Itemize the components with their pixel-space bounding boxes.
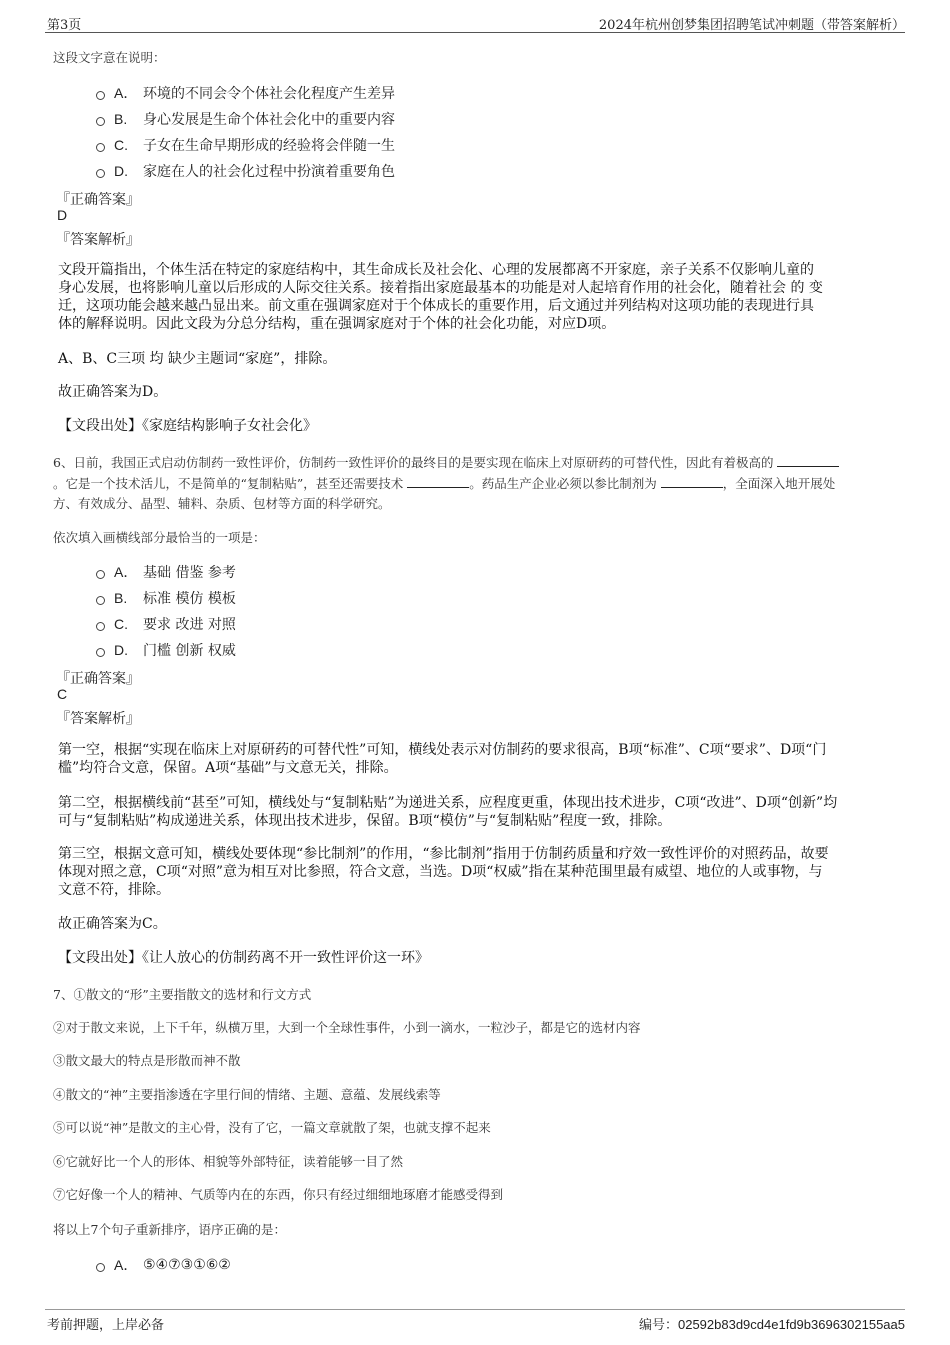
option-letter: B.	[114, 111, 128, 127]
q6-option-c[interactable]	[96, 614, 236, 634]
option-letter: A．	[114, 1257, 138, 1273]
q6-analysis-line: 槛”均符合文意，保留。A项“基础”与文意无关，排除。	[58, 760, 398, 776]
q6-answer-label: 『正确答案』	[56, 671, 140, 687]
q7-option-a[interactable]	[96, 1255, 231, 1275]
q5-analysis-line: 文段开篇指出，个体生活在特定的家庭结构中，其生命成长及社会化、心理的发展都离不开家庭，亲子关系不仅影响儿童的	[58, 262, 814, 278]
q5-exclusion: A、B、C三项 均 缺少主题词“家庭”，排除。	[58, 351, 337, 367]
q5-option-d[interactable]	[96, 161, 395, 181]
q7-sentence: 7、①散文的“形”主要指散文的选材和行文方式	[53, 987, 312, 1002]
q6-analysis-line: 第一空，根据“实现在临床上对原研药的可替代性”可知，横线处表示对仿制药的要求很高，B项“标准”、C项“要求”、D项“门	[58, 742, 827, 758]
q7-sentence: ②对于散文来说，上下千年，纵横万里，大到一个全球性事件，小到一滴水，一粒沙子，都是它的选材内容	[53, 1020, 641, 1035]
q6-source	[58, 950, 429, 966]
q6-analysis-line: 可与“复制粘贴”构成递进关系，体现出技术进步，保留。B项“模仿”与“复制粘贴”程度一致，排除。	[58, 813, 672, 829]
q6-stem-line-1	[53, 453, 839, 471]
option-text: 家庭在人的社会化过程中扮演着重要角色	[143, 164, 395, 180]
q6-answer: C	[57, 686, 68, 702]
source-title: 《让人放心的仿制药离不开一致性评价这一环》	[142, 950, 429, 966]
option-text: 标准 模仿 模板	[143, 591, 236, 607]
header-divider	[45, 32, 905, 33]
q6-conclusion: 故正确答案为C。	[58, 916, 167, 932]
q7-sentence: ⑤可以说“神”是散文的主心骨，没有了它，一篇文章就散了架，也就支撑不起来	[53, 1120, 491, 1135]
option-text: 子女在生命早期形成的经验将会伴随一生	[143, 138, 395, 154]
radio-icon[interactable]	[96, 596, 105, 605]
q5-analysis-line: 体的解释说明。因此文段为分总分结构，重在强调家庭对于个体的社会化功能，对应D项。	[58, 316, 616, 332]
q6-stem-text: 。药品生产企业必须以参比制剂为	[469, 476, 657, 491]
option-letter: A．	[114, 85, 138, 101]
radio-icon[interactable]	[96, 143, 105, 152]
radio-icon[interactable]	[96, 648, 105, 657]
option-letter: C.	[114, 616, 128, 632]
q6-analysis-label: 『答案解析』	[56, 711, 140, 727]
q5-analysis-line: 身心发展，也将影响儿童以后形成的人际交往关系。接着指出家庭最基本的功能是对人起培育作用的社会化，随着社会 的 变	[58, 280, 823, 296]
q7-sentence: ③散文最大的特点是形散而神不散	[53, 1053, 241, 1068]
option-letter: D.	[114, 642, 128, 658]
q6-analysis-line: 体现对照之意，C项“对照”意为相互对比参照，符合文意，当选。D项“权威”指在某种范围里最有威望、地位的人或事物，与	[58, 864, 823, 880]
q7-sentence: ⑦它好像一个人的精神、气质等内在的东西，你只有经过细细地琢磨才能感受得到	[53, 1187, 504, 1202]
q5-answer-label: 『正确答案』	[56, 192, 140, 208]
radio-icon[interactable]	[96, 622, 105, 631]
q5-analysis-line: 迁，这项功能会越来越凸显出来。前文重在强调家庭对于个体成长的重要作用，后文通过并列结构对这项功能的表现进行具	[58, 298, 814, 314]
footer-divider	[45, 1309, 905, 1310]
q5-analysis-label: 『答案解析』	[56, 232, 140, 248]
q6-analysis-line: 第三空，根据文意可知，横线处要体现“参比制剂”的作用，“参比制剂”指用于仿制药质量和疗效一致性评价的对照药品，故要	[58, 846, 829, 862]
fill-blank	[407, 477, 469, 488]
option-letter: C.	[114, 137, 128, 153]
q6-analysis-line: 第二空，根据横线前“甚至”可知，横线处与“复制粘贴”为递进关系，应程度更重，体现出技术进步，C项“改进”、D项“创新”均	[58, 795, 838, 811]
q6-stem-text: ，全面深入地开展处	[722, 476, 836, 491]
source-label: 【文段出处】	[58, 418, 142, 434]
q6-analysis-line: 文意不符，排除。	[58, 882, 170, 898]
q5-source	[58, 418, 317, 434]
q5-conclusion: 故正确答案为D。	[58, 384, 168, 400]
option-text: 要求 改进 对照	[143, 617, 236, 633]
q6-stem-text: 。它是一个技术活儿，不是简单的“复制粘贴”，甚至还需要技术	[53, 476, 404, 491]
option-letter: B.	[114, 590, 128, 606]
q6-stem-line-2	[53, 474, 835, 492]
document-title: 2024年杭州创梦集团招聘笔试冲刺题（带答案解析）	[598, 18, 905, 33]
document-code	[639, 1314, 905, 1333]
radio-icon[interactable]	[96, 117, 105, 126]
option-text: 基础 借鉴 参考	[143, 565, 236, 581]
q7-prompt: 将以上7个句子重新排序，语序正确的是：	[53, 1222, 286, 1237]
radio-icon[interactable]	[96, 91, 105, 100]
source-title: 《家庭结构影响子女社会化》	[142, 418, 317, 434]
q6-stem-line-3: 方、有效成分、晶型、辅料、杂质、包材等方面的科学研究。	[53, 496, 391, 511]
footer-slogan: 考前押题，上岸必备	[47, 1318, 165, 1333]
q5-answer: D	[57, 207, 68, 223]
q5-stem: 这段文字意在说明：	[53, 50, 166, 65]
q5-option-a[interactable]	[96, 83, 395, 103]
q5-option-c[interactable]	[96, 135, 395, 155]
q7-sentence: ⑥它就好比一个人的形体、相貌等外部特征，读着能够一目了然	[53, 1154, 404, 1169]
radio-icon[interactable]	[96, 169, 105, 178]
option-text: 门槛 创新 权威	[143, 643, 236, 659]
option-text: 身心发展是生命个体社会化中的重要内容	[143, 112, 395, 128]
page-number: 第3页	[47, 18, 82, 33]
option-text: 环境的不同会令个体社会化程度产生差异	[143, 86, 395, 102]
code-value: 02592b83d9cd4e1fd9b3696302155aa5	[677, 1317, 905, 1332]
radio-icon[interactable]	[96, 1263, 105, 1272]
fill-blank	[777, 456, 839, 467]
q5-option-b[interactable]	[96, 109, 395, 129]
source-label: 【文段出处】	[58, 950, 142, 966]
q6-option-d[interactable]	[96, 640, 236, 660]
option-text: ⑤④⑦③①⑥②	[143, 1257, 231, 1273]
option-letter: A．	[114, 564, 138, 580]
code-label: 编号：	[638, 1318, 678, 1333]
fill-blank	[661, 477, 723, 488]
q6-option-b[interactable]	[96, 588, 236, 608]
radio-icon[interactable]	[96, 570, 105, 579]
q6-prompt: 依次填入画横线部分最恰当的一项是：	[53, 530, 266, 545]
option-letter: D.	[114, 163, 128, 179]
q6-option-a[interactable]	[96, 562, 236, 582]
q7-sentence: ④散文的“神”主要指渗透在字里行间的情绪、主题、意蕴、发展线索等	[53, 1087, 441, 1102]
q6-stem-text: 6、日前，我国正式启动仿制药一致性评价，仿制药一致性评价的最终目的是要实现在临床上对原研药的可替代性，因此有着极高的	[53, 455, 774, 470]
